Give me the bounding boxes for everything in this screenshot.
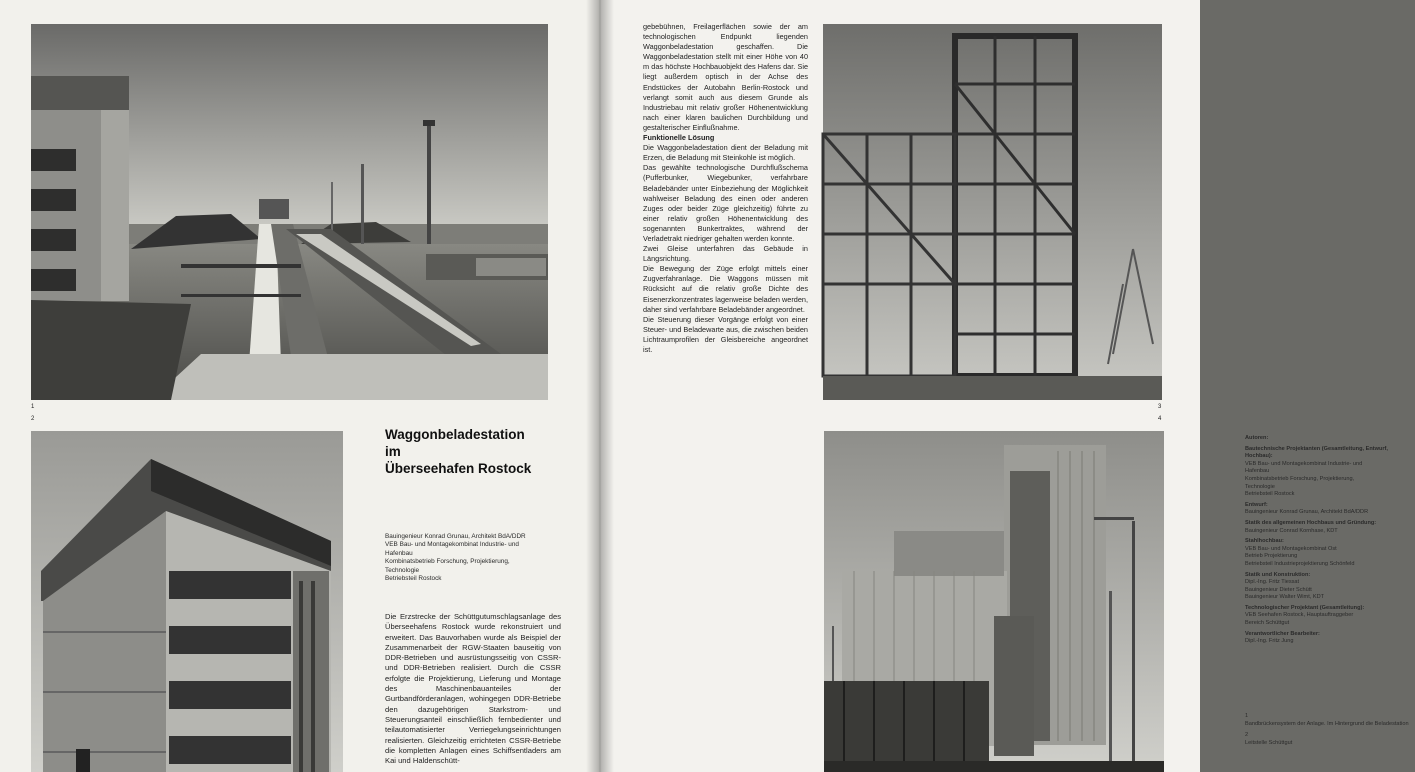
credit-line: Kombinatsbetrieb Forschung, Projektierung, xyxy=(385,558,510,566)
caption-text: Leitstelle Schüttgut xyxy=(1245,739,1293,746)
credit-line: VEB Bau- und Montagekombinat Industrie- und xyxy=(385,541,519,549)
body-paragraph: Die Steuerung dieser Vorgänge erfolgt von einer Steuer- und Beladewarte aus, die zwischen beiden Lichtraumprofilen der Gleisbereiche angeordnet ist. xyxy=(643,314,808,354)
author-group-label: Statik des allgemeinen Hochbaus und Gründung: xyxy=(1245,519,1377,526)
credit-line: Hafenbau xyxy=(385,549,413,557)
photo-finished-station xyxy=(824,431,1164,772)
body-paragraph: gebebühnen, Freilagerflächen sowie der am technologischen Endpunkt liegenden Waggonbeladestation geschaffen. Die Waggonbeladestation stellt mit einer Höhe von 40 m das höchste Hochbauobjekt des Hafens dar. Sie liegt außerdem optisch in der Achse des Endstückes der Autobahn Berlin-Rostock und verlangt somit auch aus diesem Grunde als Industriebau mit relativ großer Höhenentwicklung nach einer klaren baulichen Durchbildung und gestalterischer Einflußnahme. xyxy=(643,22,808,132)
body-paragraph: Die Erzstrecke der Schüttgutumschlagsanlage des Überseehafens Rostock wurde rekonstruiert und erweitert. Das Bauvorhaben wurde als Beispiel der Zusammenarbeit der RGW-Staaten bauseitig von DDR-Betrieben und ausrüstungsseitig von CSSR- und DDR-Betrieben realisiert. Durch die CSSR erfolgte die Projektierung, Lieferung und Montage des Maschinenbauanteiles der Gurtbandförderanlagen, wohingegen DDR-Betriebe den dazugehörigen Starkstrom- und Steuerungsanteil einschließlich fernbedienter und teilautomatisierter Verriegelungseinrichtungen realisierten. Gleichzeitig errichteten CSSR-Betriebe die kompletten Anlagen eines Schiffsentladers am Kai und Haldenschütt- xyxy=(385,612,561,766)
credit-line: Bauingenieur Konrad Grunau, Architekt BdA/DDR xyxy=(385,533,526,540)
caption-number: 1 xyxy=(1245,713,1249,719)
author-line: Betrieb Projektierung xyxy=(1245,553,1298,560)
photo-conveyor-system xyxy=(31,24,548,400)
credit-line: Betriebsteil Rostock xyxy=(385,575,442,583)
article-title xyxy=(385,426,555,477)
authors-heading: Autoren: xyxy=(1245,435,1269,441)
book-gutter xyxy=(586,0,614,772)
author-line: Hafenbau xyxy=(1245,468,1270,475)
author-group-label: Entwurf: xyxy=(1245,501,1268,508)
author-group-label: Technologischer Projektant (Gesamtleitung): xyxy=(1245,604,1365,611)
figure-number-4: 4 xyxy=(1158,416,1162,422)
body-paragraph: Zwei Gleise unterfahren das Gebäude in Längsrichtung. xyxy=(643,244,808,264)
figure-number-2: 2 xyxy=(31,416,35,422)
credit-line: Technologie xyxy=(385,566,420,574)
left-page xyxy=(0,0,600,772)
caption-text: Bandbrückensystem der Anlage. Im Hintergrund die Beladestation xyxy=(1245,720,1409,727)
body-text-left xyxy=(385,612,561,770)
figure-captions xyxy=(1245,713,1415,747)
section-heading: Funktionelle Lösung xyxy=(643,133,715,143)
authors-block xyxy=(1245,432,1415,646)
figure-number-1: 1 xyxy=(31,404,35,410)
photo-control-building xyxy=(31,431,343,772)
title-line-1: Waggonbeladestation xyxy=(385,427,525,442)
title-line-3: Überseehafen Rostock xyxy=(385,461,532,476)
author-group-label: Bautechnische Projektanten (Gesamtleitung, Entwurf, Hochbau): xyxy=(1245,445,1388,460)
body-paragraph: Die Bewegung der Züge erfolgt mittels einer Zugverfahranlage. Die Waggons müssen mit Rücksicht auf die relativ große Dichte des Eisenerzkonzentrates lagenweise beladen werden, daher sind verfahrbare Beladebänder angeordnet. xyxy=(643,264,808,314)
figure-number-3: 3 xyxy=(1158,404,1162,410)
author-group-label: Verantwortlicher Bearbeiter: xyxy=(1245,630,1320,637)
author-line: VEB Seehafen Rostock, Hauptauftraggeber xyxy=(1245,612,1354,619)
author-group-label: Stahlhochbau: xyxy=(1245,538,1284,545)
author-line: VEB Bau- und Montagekombinat Ost xyxy=(1245,545,1337,552)
body-text-right xyxy=(643,22,808,407)
author-line: Bauingenieur Conrad Kornhase, KDT xyxy=(1245,527,1338,534)
author-line: VEB Bau- und Montagekombinat Industrie- und xyxy=(1245,460,1363,467)
author-line: Dipl.-Ing. Fritz Tiessat xyxy=(1245,579,1300,586)
author-line: Betriebsteil Industrieprojektierung Schönfeld xyxy=(1245,560,1355,567)
author-line: Bereich Schüttgut xyxy=(1245,620,1290,627)
author-line: Dipl.-Ing. Fritz Jung xyxy=(1245,638,1294,645)
body-paragraph: Das gewählte technologische Durchflußschema (Pufferbunker, Wiegebunker, verfahrbare Beladebänder unter Einbeziehung der Möglichkeit wahlweiser Beladung des einen oder anderen Zuges oder beider Züge gleichzeitig) führte zu einer relativ großen Höhenentwicklung des sogenannten Bunkertraktes, während der Verladetrakt niedriger gehalten werden konnte. xyxy=(643,163,808,243)
author-credits xyxy=(385,533,560,583)
author-line: Betriebsteil Rostock xyxy=(1245,491,1295,498)
author-group-label: Statik und Konstruktion: xyxy=(1245,571,1311,578)
body-paragraph: Die Waggonbeladestation dient der Beladung mit Erzen, die Beladung mit Steinkohle ist möglich. xyxy=(643,143,808,163)
author-line: Kombinatsbetrieb Forschung, Projektierung, xyxy=(1245,475,1355,482)
author-line: Bauingenieur Walter Wimt, KDT xyxy=(1245,594,1325,601)
author-line: Technologie xyxy=(1245,483,1275,490)
title-line-2: im xyxy=(385,444,401,459)
author-line: Bauingenieur Dieter Schütt xyxy=(1245,586,1312,593)
caption-number: 2 xyxy=(1245,732,1249,739)
right-page xyxy=(600,0,1409,772)
author-line: Bauingenieur Konrad Grunau, Architekt BdA/DDR xyxy=(1245,509,1369,516)
photo-steel-frame xyxy=(823,24,1162,400)
